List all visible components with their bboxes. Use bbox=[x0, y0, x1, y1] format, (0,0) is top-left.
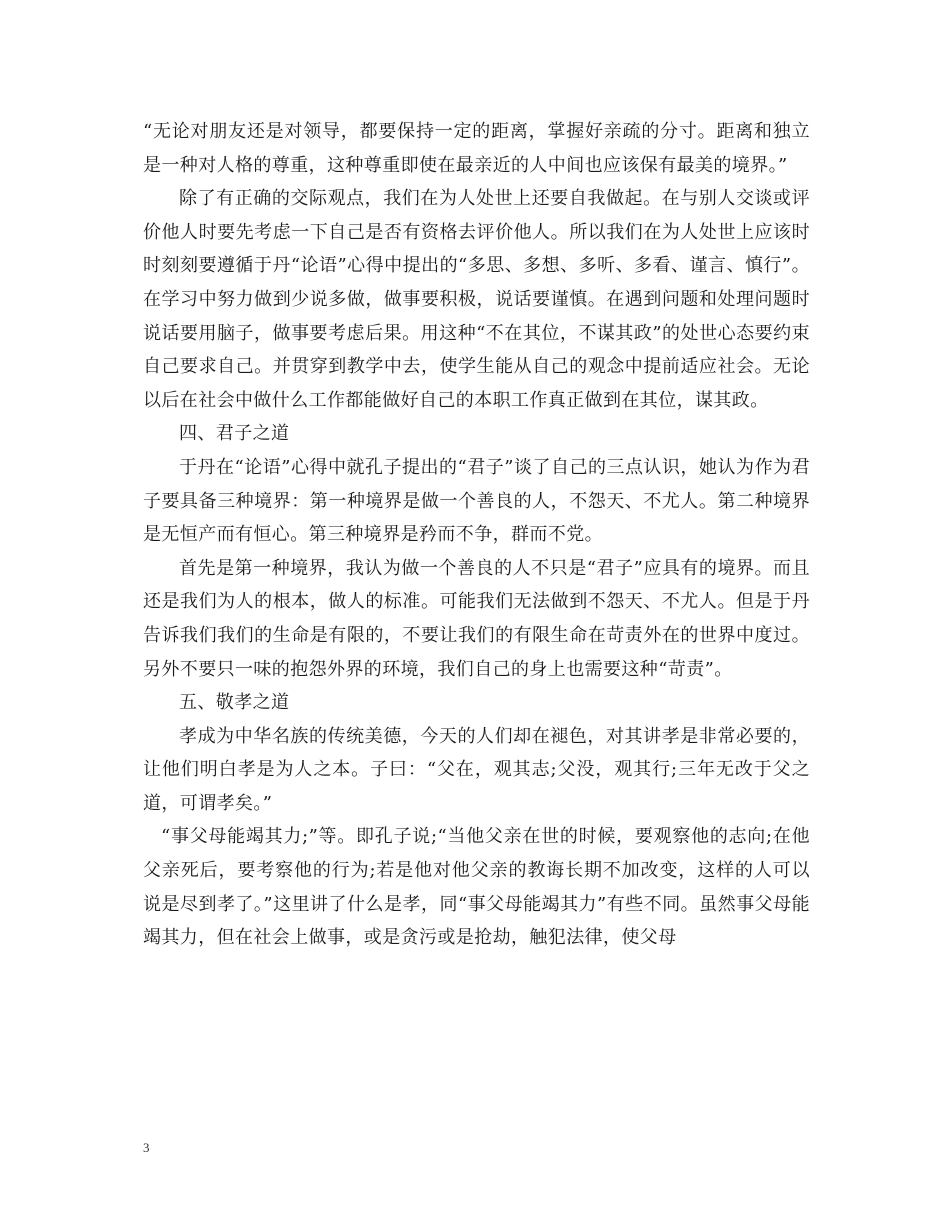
paragraph-serve-parents: “事父母能竭其力;”等。即孔子说;“当他父亲在世的时候，要观察他的志向;在他父亲死后，要考察他的行为;若是他对他父亲的教诲长期不加改变，这样的人可以说是尽到孝了。”这里讲了什么是孝，同“事父母能竭其力”有些不同。虽然事父母能竭其力，但在社会上做事，或是贪污或是抢劫，触犯法律，使父母 bbox=[143, 826, 810, 949]
page-number: 3 bbox=[143, 1140, 150, 1155]
paragraph-self-conduct: 除了有正确的交际观点，我们在为人处世上还要自我做起。在与别人交谈或评价他人时要先考虑一下自己是否有资格去评价他人。所以我们在为人处世上应该时时刻刻要遵循于丹“论语”心得中提出的“多思、多想、多听、多看、谨言、慎行”。在学习中努力做到少说多做，做事要积极，说话要谨慎。在遇到问题和处理问题时说话要用脑子，做事要考虑后果。用这种“不在其位，不谋其政”的处世心态要约束自己要求自己。并贯穿到教学中去，使学生能从自己的观念中提前适应社会。无论以后在社会中做什么工作都能做好自己的本职工作真正做到在其位，谋其政。 bbox=[143, 188, 810, 411]
paragraph-three-realms: 于丹在“论语”心得中就孔子提出的“君子”谈了自己的三点认识，她认为作为君子要具备三种境界：第一种境界是做一个善良的人，不怨天、不尤人。第二种境界是无恒产而有恒心。第三种境界是矜而不争，群而不党。 bbox=[143, 456, 810, 546]
section-heading-junzi: 四、君子之道 bbox=[179, 423, 290, 445]
paragraph-filial-tradition: 孝成为中华名族的传统美德，今天的人们却在褪色，对其讲孝是非常必要的，让他们明白孝是为人之本。子曰：“父在，观其志;父没，观其行;三年无改于父之道，可谓孝矣。” bbox=[143, 725, 810, 814]
section-heading-filial-piety: 五、敬孝之道 bbox=[179, 692, 290, 714]
document-body bbox=[143, 115, 810, 955]
paragraph-first-realm: 首先是第一种境界，我认为做一个善良的人不只是“君子”应具有的境界。而且还是我们为人的根本，做人的标准。可能我们无法做到不怨天、不尤人。但是于丹告诉我们我们的生命是有限的，不要让我们的有限生命在苛责外在的世界中度过。另外不要只一味的抱怨外界的环境，我们自己的身上也需要这种“苛责”。 bbox=[143, 557, 810, 680]
paragraph-quote-distance: “无论对朋友还是对领导，都要保持一定的距离，掌握好亲疏的分寸。距离和独立是一种对人格的尊重，这种尊重即使在最亲近的人中间也应该保有最美的境界。” bbox=[143, 121, 810, 176]
